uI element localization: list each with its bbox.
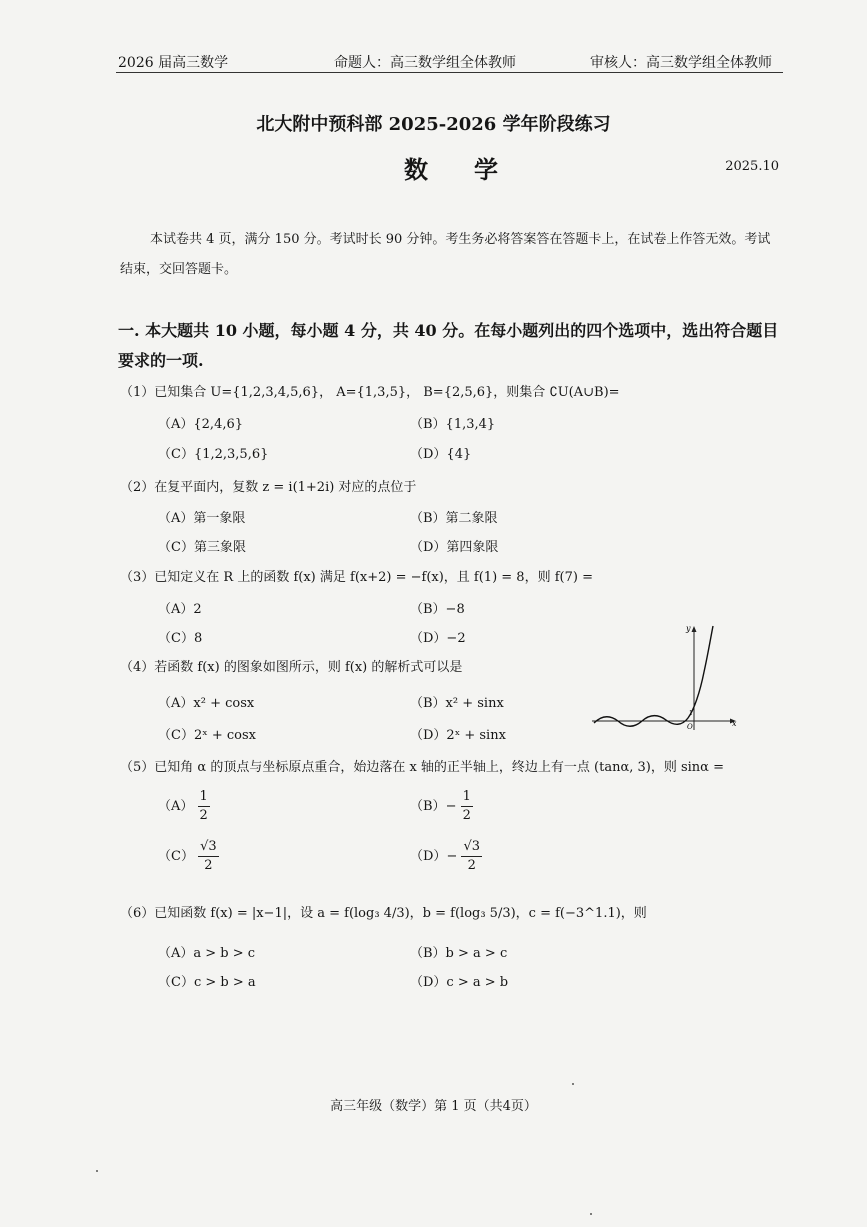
option-label: （C） [158,849,194,864]
option-label: （D） [410,849,447,864]
scan-speck [96,1170,98,1172]
page-footer: 高三年级（数学）第 1 页（共4页） [330,1099,537,1114]
y-axis-arrow-icon [692,626,697,632]
numerator: √3 [461,838,482,857]
function-graph-figure [590,622,740,732]
question-1-option-a: （A）{2,4,6} [158,417,244,432]
fraction [198,788,210,825]
question-6-option-b: （B）b > a > c [410,946,508,961]
question-4-option-d: （D）2ˣ + sinx [410,728,506,743]
scan-speck [590,1213,592,1215]
option-sign: − [445,799,457,814]
question-6-option-c: （C）c > b > a [158,975,256,990]
question-6-stem: （6）已知函数 f(x) = |x−1|，设 a = f(log₃ 4/3)，b = f(log₃ 5/3)，c = f(−3^1.1)，则 [120,906,647,921]
header-left: 2026 届高三数学 [118,55,229,71]
question-2-option-d: （D）第四象限 [410,540,499,555]
question-5-option-c [158,838,219,875]
option-sign: − [446,849,458,864]
numerator: √3 [198,838,219,857]
question-5-option-b [410,788,473,825]
option-label: （B） [410,799,446,814]
numerator: 1 [198,788,210,807]
question-1-option-d: （D）{4} [410,447,472,462]
question-3-option-d: （D）−2 [410,631,466,646]
fraction [461,788,473,825]
section-heading: 一. 本大题共 10 小题，每小题 4 分，共 40 分。在每小题列出的四个选项中，选出符合题目要求的一项. [118,321,779,370]
question-4-option-c: （C）2ˣ + cosx [158,728,256,743]
fraction [461,838,482,875]
header-center: 命题人：高三数学组全体教师 [334,55,516,71]
question-3-option-a: （A）2 [158,602,202,617]
exam-instructions: 本试卷共 4 页，满分 150 分。考试时长 90 分钟。考生务必将答案答在答题卡上，在试卷上作答无效。考试结束，交回答题卡。 [120,232,771,277]
question-2-option-c: （C）第三象限 [158,540,246,555]
denominator: 2 [462,808,471,823]
question-2-stem: （2）在复平面内，复数 z = i(1+2i) 对应的点位于 [120,480,417,495]
question-5-option-d [410,838,482,875]
question-5-stem: （5）已知角 α 的顶点与坐标原点重合，始边落在 x 轴的正半轴上，终边上有一点 (tanα, 3)，则 sinα = [120,760,724,775]
question-1-option-c: （C）{1,2,3,5,6} [158,447,269,462]
x-axis-label: x [732,719,737,728]
scan-speck [572,1083,574,1085]
question-6-option-a: （A）a > b > c [158,946,256,961]
option-label: （A） [158,799,194,814]
header-rule [116,72,783,73]
tick-label: 1 [689,710,693,717]
question-4-option-a: （A）x² + cosx [158,696,255,711]
denominator: 2 [199,808,208,823]
question-6-option-d: （D）c > a > b [410,975,509,990]
exam-date: 2025.10 [725,159,779,174]
question-2-option-a: （A）第一象限 [158,511,246,526]
question-4-stem: （4）若函数 f(x) 的图象如图所示，则 f(x) 的解析式可以是 [120,660,463,675]
question-5-option-a [158,788,210,825]
question-1-stem: （1）已知集合 U={1,2,3,4,5,6}， A={1,3,5}， B={2,5,6}，则集合 ∁U(A∪B)= [120,385,620,400]
question-2-option-b: （B）第二象限 [410,511,498,526]
fraction [198,838,219,875]
denominator: 2 [204,858,213,873]
header-right: 审核人：高三数学组全体教师 [590,55,772,71]
question-4-option-b: （B）x² + sinx [410,696,504,711]
numerator: 1 [461,788,473,807]
exam-title: 北大附中预科部 2025-2026 学年阶段练习 [256,114,611,135]
y-axis-label: y [686,624,691,633]
question-3-option-c: （C）8 [158,631,203,646]
denominator: 2 [467,858,476,873]
function-curve [594,626,713,726]
origin-label: O [687,723,693,731]
question-3-option-b: （B）−8 [410,602,465,617]
question-3-stem: （3）已知定义在 R 上的函数 f(x) 满足 f(x+2) = −f(x)，且 f(1) = 8，则 f(7) = [120,570,593,585]
question-1-option-b: （B）{1,3,4} [410,417,496,432]
exam-subject: 数学 [404,155,544,184]
